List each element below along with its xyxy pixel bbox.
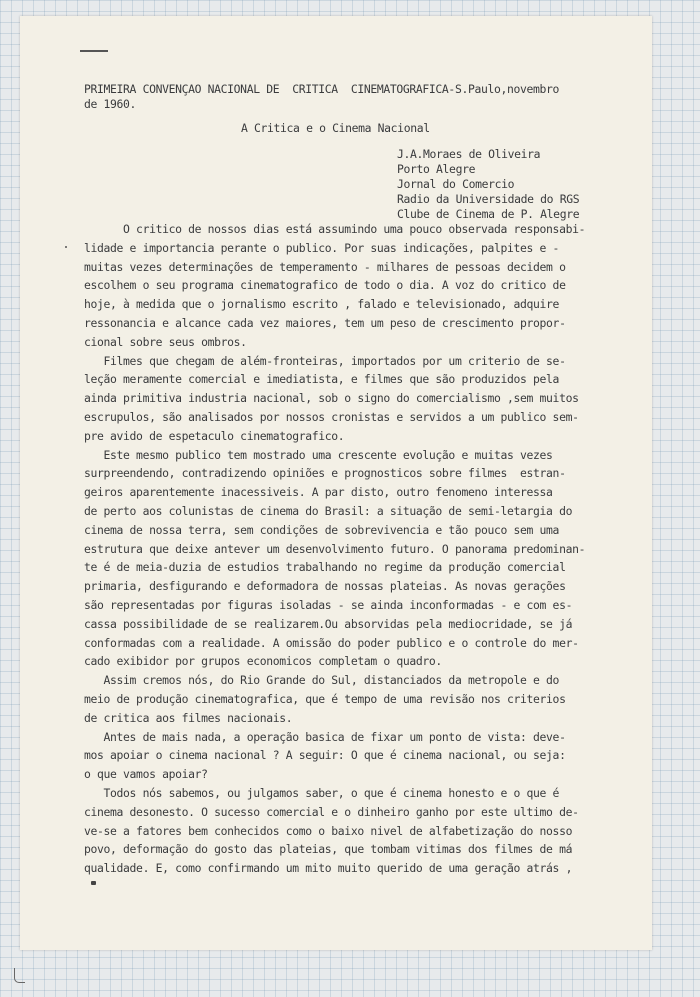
body-line: estrutura que deixe antever um desenvolvimento futuro. O panorama predominan- — [84, 541, 586, 556]
body-line: meio de produção cinematografica, que é tempo de uma revisão nos criterios — [84, 692, 566, 706]
header-line-1: PRIMEIRA CONVENÇAO NACIONAL DE CRITICA CINEMATOGRAFICA-S.Paulo,novembro — [84, 82, 560, 96]
document-title: A Critica e o Cinema Nacional — [241, 121, 430, 135]
bottom-tick-mark — [91, 881, 96, 885]
body-line: cional sobre seus ombros. — [84, 334, 247, 349]
header-line-2: de 1960. — [84, 97, 137, 111]
body-line: Este mesmo publico tem mostrado uma crescente evolução e muitas vezes — [84, 447, 553, 462]
body-line: conformadas com a realidade. A omissão do poder publico e o controle do mer- — [84, 635, 579, 650]
body-line: Todos nós sabemos, ou julgamos saber, o que é cinema honesto e o que é — [84, 786, 560, 800]
author-newspaper: Jornal do Comercio — [397, 177, 515, 191]
body-line: escolhem o seu programa cinematografico de todo o dia. A voz do critico de — [84, 278, 566, 293]
body-line: geiros aparentemente inacessiveis. A par disto, outro fenomeno interessa — [84, 485, 553, 500]
ink-speck — [65, 246, 67, 248]
body-line: te é de meia-duzia de estudios trabalhando no regime da produção comercial — [84, 560, 566, 575]
body-line: cinema de nossa terra, sem condições de sobrevivencia e tão pouco sem uma — [84, 522, 560, 537]
document-page — [20, 16, 652, 950]
body-line: qualidade. E, como confirmando um mito muito querido de uma geração atrás , — [84, 861, 573, 876]
body-line: Antes de mais nada, a operação basica de fixar um ponto de vista: deve- — [84, 729, 566, 744]
body-line: primaria, desfigurando e deformadora de nossas plateias. As novas gerações — [84, 579, 566, 594]
body-line: cado exibidor por grupos economicos completam o quadro. — [84, 654, 442, 669]
body-line: povo, deformação do gosto das plateias, que tombam vitimas dos filmes de má — [84, 842, 573, 857]
author-club: Clube de Cinema de P. Alegre — [397, 207, 580, 221]
author-name: J.A.Moraes de Oliveira — [397, 147, 541, 161]
body-line: ressonancia e alcance cada vez maiores, tem um peso de crescimento propor- — [84, 316, 566, 330]
body-line: mos apoiar o cinema nacional ? A seguir: O que é cinema nacional, ou seja: — [84, 748, 566, 763]
author-city: Porto Alegre — [397, 162, 476, 176]
body-line: surpreendendo, contradizendo opiniões e prognosticos sobre filmes estran- — [84, 466, 566, 481]
body-line: Filmes que chegam de além-fronteiras, importados por um criterio de se- — [84, 353, 566, 368]
body-line: Assim cremos nós, do Rio Grande do Sul, distanciados da metropole e do — [84, 673, 560, 688]
body-line: pre avido de espetaculo cinematografico. — [84, 428, 345, 443]
body-line: ainda primitiva industria nacional, sob o signo do comercialismo ,sem muitos — [84, 391, 579, 406]
body-line: muitas vezes determinações de temperamento - milhares de pessoas decidem o — [84, 259, 566, 274]
author-radio: Radio da Universidade do RGS — [397, 192, 580, 206]
corner-mark — [14, 968, 25, 983]
body-line: hoje, à medida que o jornalismo escrito , falado e televisionado, adquire — [84, 297, 560, 312]
top-dash-mark — [80, 50, 108, 52]
body-line: O critico de nossos dias está assumindo uma pouco observada responsabi- — [84, 222, 586, 236]
body-line: escrupulos, são analisados por nossos cronistas e servidos a um publico sem- — [84, 410, 579, 424]
body-line: de critica aos filmes nacionais. — [84, 710, 293, 725]
body-line: o que vamos apoiar? — [84, 767, 208, 782]
body-line: são representadas por figuras isoladas - se ainda inconformadas - e com es- — [84, 598, 573, 612]
body-line: de perto aos colunistas de cinema do Brasil: a situação de semi-letargia do — [84, 504, 573, 518]
body-line: ve-se a fatores bem conhecidos como o baixo nivel de alfabetização do nosso — [84, 823, 573, 838]
body-line: cinema desonesto. O sucesso comercial e o dinheiro ganho por este ultimo de- — [84, 804, 579, 819]
body-line: lidade e importancia perante o publico. Por suas indicações, palpites e - — [84, 240, 560, 255]
body-line: cassa possibilidade de se realizarem.Ou absorvidas pela mediocridade, se já — [84, 616, 573, 631]
body-line: leção meramente comercial e imediatista, e filmes que são produzidos pela — [84, 372, 560, 387]
